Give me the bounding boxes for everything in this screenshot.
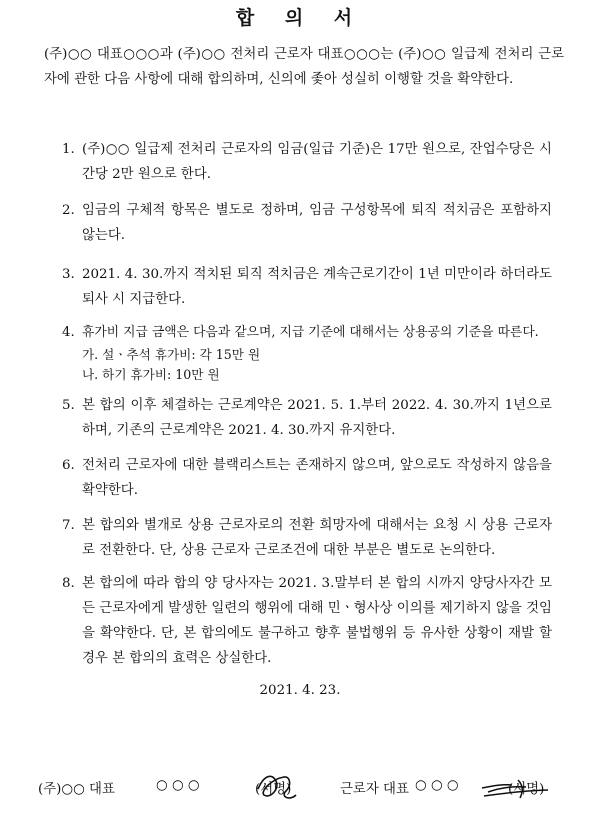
clause-number: 1. bbox=[62, 142, 75, 157]
clause-text: 본 합의와 별개로 상용 근로자로의 전환 희망자에 대해서는 요청 시 상용 근로자로 전환한다. 단, 상용 근로자 근로조건에 대한 부분은 별도로 논의한다. bbox=[82, 518, 552, 558]
clause-8 bbox=[62, 571, 552, 671]
company-rep-seal: (서명) bbox=[255, 782, 292, 797]
clause-text: 본 합의에 따라 합의 양 당사자는 2021. 3.말부터 본 합의 시까지 양당사자간 모든 근로자에게 발생한 일련의 행위에 대해 민ㆍ형사상 이의를 제기하지 않을 것임을 확약한다. 단, 본 합의에도 불구하고 향후 불법행위 등 유사한 상황이 재발 할 경우 본 합의의 효력은 상실한다. bbox=[82, 576, 552, 666]
clause-text: 전처리 근로자에 대한 블랙리스트는 존재하지 않으며, 앞으로도 작성하지 않음을 확약한다. bbox=[82, 458, 552, 498]
intro-paragraph: (주)○○ 대표○○○과 (주)○○ 전처리 근로자 대표○○○는 (주)○○ 일급제 전처리 근로자에 관한 다음 사항에 대해 합의하며, 신의에 좇아 성실히 이행할 것을 확약한다. bbox=[44, 47, 564, 87]
clause-number: 6. bbox=[62, 458, 75, 473]
worker-rep-label: 근로자 대표 bbox=[340, 782, 409, 797]
clause-text: (주)○○ 일급제 전처리 근로자의 임금(일급 기준)은 17만 원으로, 잔업수당은 시간당 2만 원으로 한다. bbox=[82, 142, 552, 182]
clause-number: 4. bbox=[62, 325, 75, 340]
clause-text: 휴가비 지급 금액은 다음과 같으며, 지급 기준에 대해서는 상용공의 기준을 따른다. bbox=[82, 325, 539, 340]
clause-text: 임금의 구체적 항목은 별도로 정하며, 임금 구성항목에 퇴직 적치금은 포함하지 않는다. bbox=[82, 203, 552, 243]
clause-number: 8. bbox=[62, 576, 75, 591]
clause-text: 2021. 4. 30.까지 적치된 퇴직 적치금은 계속근로기간이 1년 미만이라 하더라도 퇴사 시 지급한다. bbox=[82, 267, 552, 307]
clause-sub-item: 가. 설ㆍ추석 휴가비: 각 15만 원 bbox=[82, 347, 261, 362]
clause-5 bbox=[62, 393, 552, 443]
clause-text: 본 합의 이후 체결하는 근로계약은 2021. 5. 1.부터 2022. 4. 30.까지 1년으로 하며, 기존의 근로계약은 2021. 4. 30.까지 유지한다. bbox=[82, 398, 552, 438]
worker-rep-name: ○ ○ ○ bbox=[415, 778, 459, 793]
clause-1 bbox=[62, 137, 552, 187]
clause-7 bbox=[62, 513, 552, 563]
clause-number: 2. bbox=[62, 203, 75, 218]
company-rep-signature bbox=[250, 765, 300, 805]
company-rep-name: ○ ○ ○ bbox=[156, 778, 200, 793]
company-rep-label: (주)○○ 대표 bbox=[38, 782, 115, 797]
clause-sub-item: 나. 하기 휴가비: 10만 원 bbox=[82, 367, 220, 382]
worker-rep-signature bbox=[478, 774, 558, 804]
clause-3 bbox=[62, 262, 552, 312]
clause-2 bbox=[62, 198, 552, 248]
agreement-date: 2021. 4. 23. bbox=[259, 683, 341, 698]
clause-number: 3. bbox=[62, 267, 75, 282]
clause-number: 5. bbox=[62, 398, 75, 413]
document-title: 합 의 서 bbox=[235, 7, 365, 29]
clause-number: 7. bbox=[62, 518, 75, 533]
clause-4 bbox=[62, 320, 552, 385]
clause-6 bbox=[62, 453, 552, 503]
worker-rep-seal: (서명) bbox=[508, 782, 545, 797]
